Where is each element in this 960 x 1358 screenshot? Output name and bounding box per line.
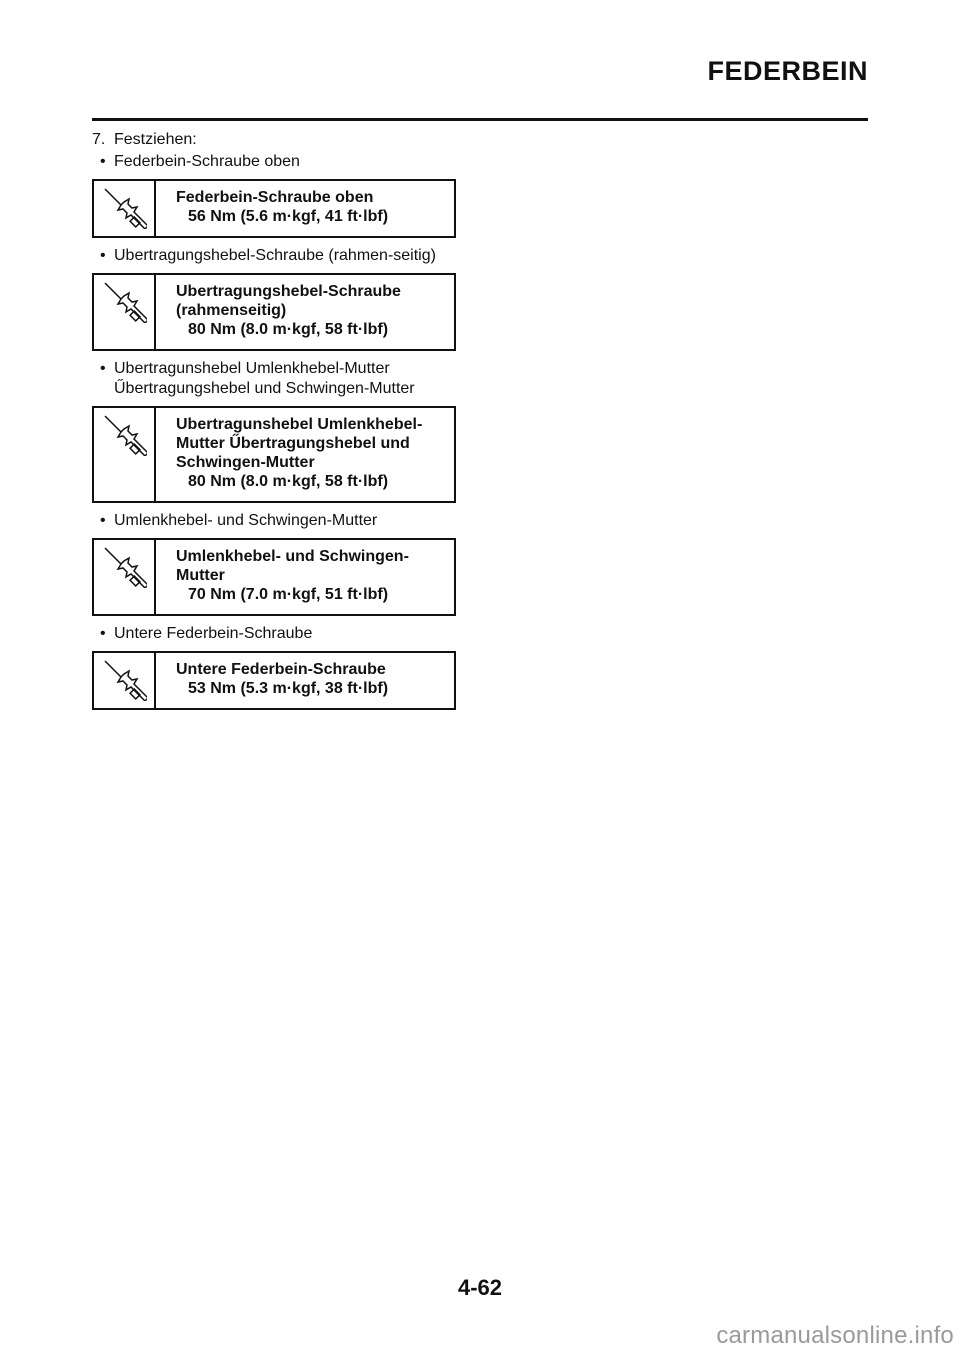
bullet-text: Federbein-Schraube oben [114, 153, 300, 170]
step-number: 7. [92, 131, 106, 148]
torque-item-name: Umlenkhebel- und Schwingen-Mutter [176, 548, 409, 584]
torque-value: 56 Nm (5.6 m·kgf, 41 ft·lbf) [188, 208, 389, 225]
bullet-text: Ubertragungshebel-Schraube (rahmen-seitig) [114, 247, 436, 264]
torque-box [92, 538, 456, 616]
torque-value: 70 Nm (7.0 m·kgf, 51 ft·lbf) [188, 586, 389, 603]
torque-wrench-icon [101, 412, 147, 456]
torque-box [92, 179, 456, 238]
page-header-title: FEDERBEIN [707, 56, 868, 86]
torque-wrench-icon [101, 657, 147, 701]
bullet-item: • Untere Federbein-Schraube [100, 625, 313, 642]
bullet-text: Umlenkhebel- und Schwingen-Mutter [114, 512, 378, 529]
step-label: Festziehen: [114, 131, 197, 148]
torque-wrench-icon [101, 279, 147, 323]
torque-item [92, 359, 460, 503]
torque-wrench-icon [101, 544, 147, 588]
torque-item-name: Ubertragungshebel-Schraube (rahmenseitig) [176, 283, 401, 319]
watermark: carmanualsonline.info [716, 1322, 954, 1349]
bullet-item: • Ubertragungshebel-Schraube (rahmen-seitig) [100, 247, 436, 264]
torque-box [92, 406, 456, 503]
page-number: 4-62 [457, 1275, 503, 1300]
header-rule [92, 118, 868, 121]
step-heading [92, 130, 460, 150]
torque-value: 80 Nm (8.0 m·kgf, 58 ft·lbf) [188, 321, 389, 338]
bullet-text: Untere Federbein-Schraube [114, 625, 313, 642]
torque-value: 80 Nm (8.0 m·kgf, 58 ft·lbf) [188, 473, 389, 490]
torque-item-name: Untere Federbein-Schraube [176, 661, 386, 678]
bullet-item: • Ubertragunshebel Umlenkhebel-Mutter Űbertragungshebel und Schwingen-Mutter [100, 360, 415, 397]
torque-item [92, 624, 460, 710]
torque-wrench-icon [101, 185, 147, 229]
bullet-item: • Umlenkhebel- und Schwingen-Mutter [100, 512, 378, 529]
bullet-text: Ubertragunshebel Umlenkhebel-Mutter Űbertragungshebel und Schwingen-Mutter [114, 360, 415, 397]
bullet-item: • Federbein-Schraube oben [100, 153, 300, 170]
torque-box [92, 273, 456, 351]
torque-box [92, 651, 456, 710]
torque-item [92, 246, 460, 351]
page-content [92, 130, 460, 718]
torque-item [92, 511, 460, 616]
torque-value: 53 Nm (5.3 m·kgf, 38 ft·lbf) [188, 680, 389, 697]
torque-item [92, 152, 460, 238]
torque-item-name: Ubertragunshebel Umlenkhebel-Mutter Űbertragungshebel und Schwingen-Mutter [176, 416, 423, 471]
torque-item-name: Federbein-Schraube oben [176, 189, 374, 206]
